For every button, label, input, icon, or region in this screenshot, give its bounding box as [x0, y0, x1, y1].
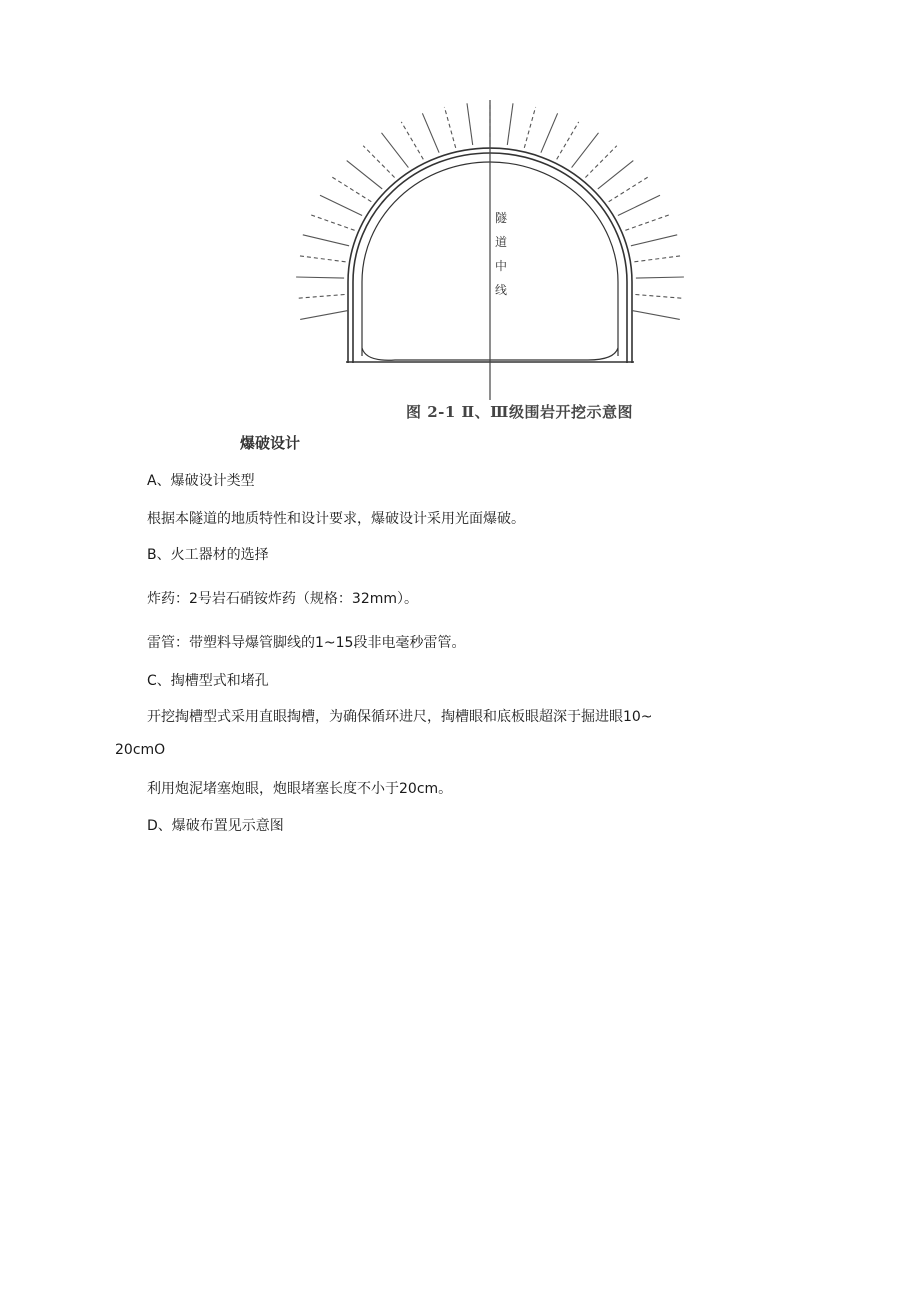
solid-hole-line	[507, 103, 513, 145]
solid-hole-line	[572, 133, 599, 168]
paragraph-stemming: 利用炮泥堵塞炮眼，炮眼堵塞长度不小于20cm。	[147, 781, 453, 797]
tunnel-excavation-diagram	[270, 92, 710, 412]
paragraph-a: 根据本隧道的地质特性和设计要求，爆破设计采用光面爆破。	[147, 511, 525, 527]
solid-hole-line	[541, 113, 558, 152]
centerline-label	[494, 206, 508, 302]
solid-hole-line	[296, 277, 344, 278]
solid-hole-line	[382, 133, 409, 168]
dashed-hole-line	[332, 177, 371, 202]
dashed-hole-line	[585, 146, 616, 178]
solid-hole-line	[631, 235, 677, 246]
heading-b: B、火工器材的选择	[147, 547, 269, 563]
figure-caption: 图 2-1 Ⅱ、Ⅲ级围岩开挖示意图	[406, 403, 633, 421]
heading-a: A、爆破设计类型	[147, 473, 255, 489]
paragraph-c-line1: 开挖掏槽型式采用直眼掏槽，为确保循环进尺，掏槽眼和底板眼超深于掘进眼10~	[147, 709, 653, 725]
dashed-hole-line	[625, 215, 670, 231]
solid-hole-line	[598, 161, 634, 189]
solid-hole-line	[633, 311, 680, 320]
solid-hole-line	[300, 311, 347, 320]
solid-hole-line	[467, 103, 473, 145]
paragraph-explosive: 炸药：2号岩石硝铵炸药（规格：32mm）。	[147, 591, 418, 607]
dashed-hole-line	[310, 215, 355, 231]
paragraph-detonator: 雷管：带塑料导爆管脚线的1~15段非电毫秒雷管。	[147, 635, 466, 651]
dashed-hole-line	[634, 256, 682, 262]
paragraph-c-line2: 20cmO	[115, 742, 166, 758]
dashed-hole-line	[363, 146, 394, 178]
solid-hole-line	[320, 195, 362, 215]
section-title: 爆破设计	[240, 434, 301, 452]
solid-hole-line	[303, 235, 349, 246]
dashed-hole-line	[557, 122, 579, 159]
dashed-hole-line	[609, 177, 648, 202]
dashed-hole-line	[444, 107, 455, 148]
dashed-hole-line	[524, 107, 535, 148]
dashed-hole-line	[635, 295, 683, 299]
centerline-label-char: 道	[494, 235, 507, 249]
solid-hole-line	[618, 195, 660, 215]
solid-hole-line	[636, 277, 684, 278]
heading-d: D、爆破布置见示意图	[147, 818, 284, 834]
dashed-hole-line	[298, 256, 346, 262]
dashed-hole-line	[297, 295, 345, 299]
solid-hole-line	[347, 161, 383, 189]
solid-hole-line	[422, 113, 439, 152]
heading-c: C、掏槽型式和堵孔	[147, 673, 269, 689]
dashed-hole-line	[401, 122, 423, 159]
centerline-label-char: 隧	[494, 211, 507, 225]
centerline-label-char: 中	[494, 259, 507, 273]
centerline-label-char: 线	[494, 283, 507, 297]
